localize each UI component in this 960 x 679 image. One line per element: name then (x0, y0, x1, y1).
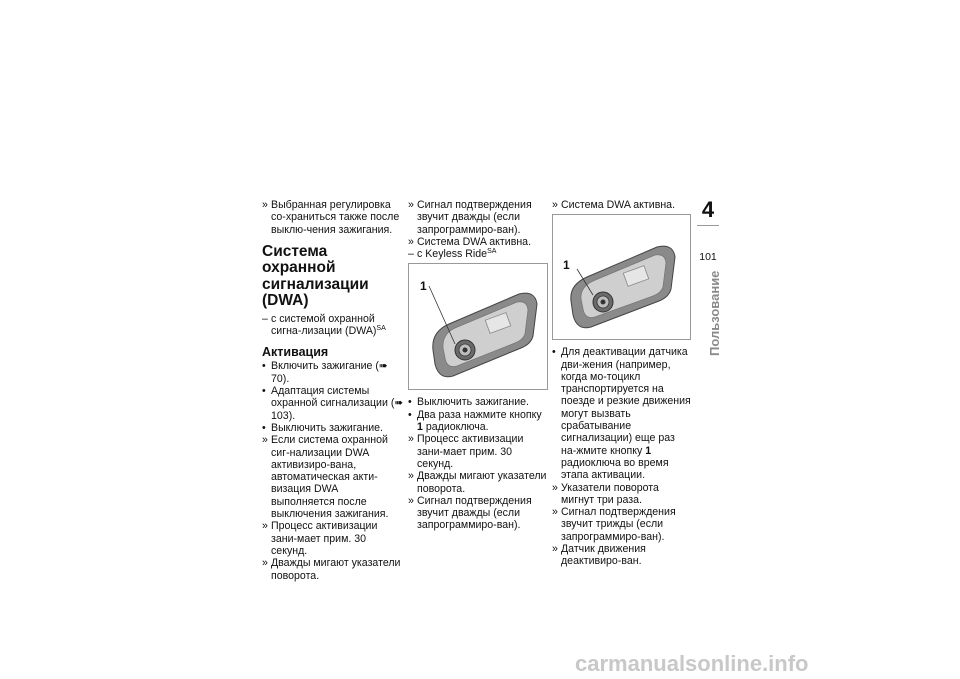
result-line: » Указатели поворота мигнут три раза. (552, 481, 659, 506)
page-ref-link[interactable]: 70 (271, 372, 283, 385)
chapter-side-title: Пользование (707, 270, 722, 356)
watermark: carmanualsonline.info (575, 651, 809, 676)
result-line: » Выбранная регулировка со-храниться также после выклю-чения зажигания. (262, 199, 400, 236)
option-line: – с системой охранной сигна-лизации (DWA)$^{SA}$ (262, 312, 386, 338)
bullet-item: • Для деактивации датчика дви-жения (например, когда мо-тоцикл транспортируется на поезде и резкие движения могут вызвать срабатывание сигнализации) еще раз на-жмите кнопку 1 радиоключа во время этапа активации. (552, 346, 691, 482)
bullet-item: • Два раза нажмите кнопку 1 радиоключа. (408, 408, 542, 434)
result-line: » Дважды мигают указатели поворота. (408, 470, 547, 495)
result-line: » Система DWA активна. (408, 235, 532, 248)
result-line: » Датчик движения деактивиро-ван. (552, 543, 646, 568)
section-title: Система охранной сигнализации (DWA) (262, 242, 369, 310)
tab-divider (697, 225, 719, 226)
bullet-item: • Выключить зажигание. (408, 396, 529, 409)
result-line: » Процесс активизации зани-мает прим. 30 секунд. (408, 433, 524, 470)
result-line: » Сигнал подтверждения звучит дважды (если запрограммиро-ван). (408, 199, 532, 236)
page-ref-arrow-icon: ➠ (378, 360, 388, 373)
column-3 (552, 199, 692, 568)
result-line: » Если система охранной сиг-нализации DWA активизиро-вана, автоматическая акти-визация DWA выполняется после выключения зажигания. (262, 434, 389, 521)
key-fob-figure (552, 214, 691, 340)
key-fob-figure (408, 263, 548, 390)
page-ref-link[interactable]: 103 (271, 409, 289, 422)
page-ref-arrow-icon: ➠ (394, 397, 404, 410)
figure-callout-1: 1 (563, 258, 570, 273)
key-fob-illustration (553, 215, 690, 339)
bullet-item: • Адаптация системы охранной сигнализации (➠ 103). (262, 385, 404, 422)
bullet-item: • Включить зажигание (➠ 70). (262, 360, 388, 385)
column-1 (262, 199, 404, 582)
figure-callout-1: 1 (420, 279, 427, 294)
result-line: » Процесс активизации зани-мает прим. 30 секунд. (262, 520, 378, 557)
chapter-number: 4 (701, 197, 715, 222)
result-line: » Сигнал подтверждения звучит трижды (если запрограммиро-ван). (552, 506, 676, 543)
subsection-title: Активация (262, 345, 329, 360)
result-line: » Система DWA активна. (552, 199, 676, 211)
result-line: » Сигнал подтверждения звучит дважды (если запрограммиро-ван). (408, 494, 532, 532)
page-number: 101 (699, 251, 717, 263)
key-fob-illustration (409, 264, 547, 389)
option-line: – с Keyless Ride$^{SA}$ (408, 248, 497, 261)
bullet-item: • Выключить зажигание. (262, 421, 383, 434)
result-line: » Дважды мигают указатели поворота. (262, 557, 401, 582)
column-2 (408, 199, 548, 532)
